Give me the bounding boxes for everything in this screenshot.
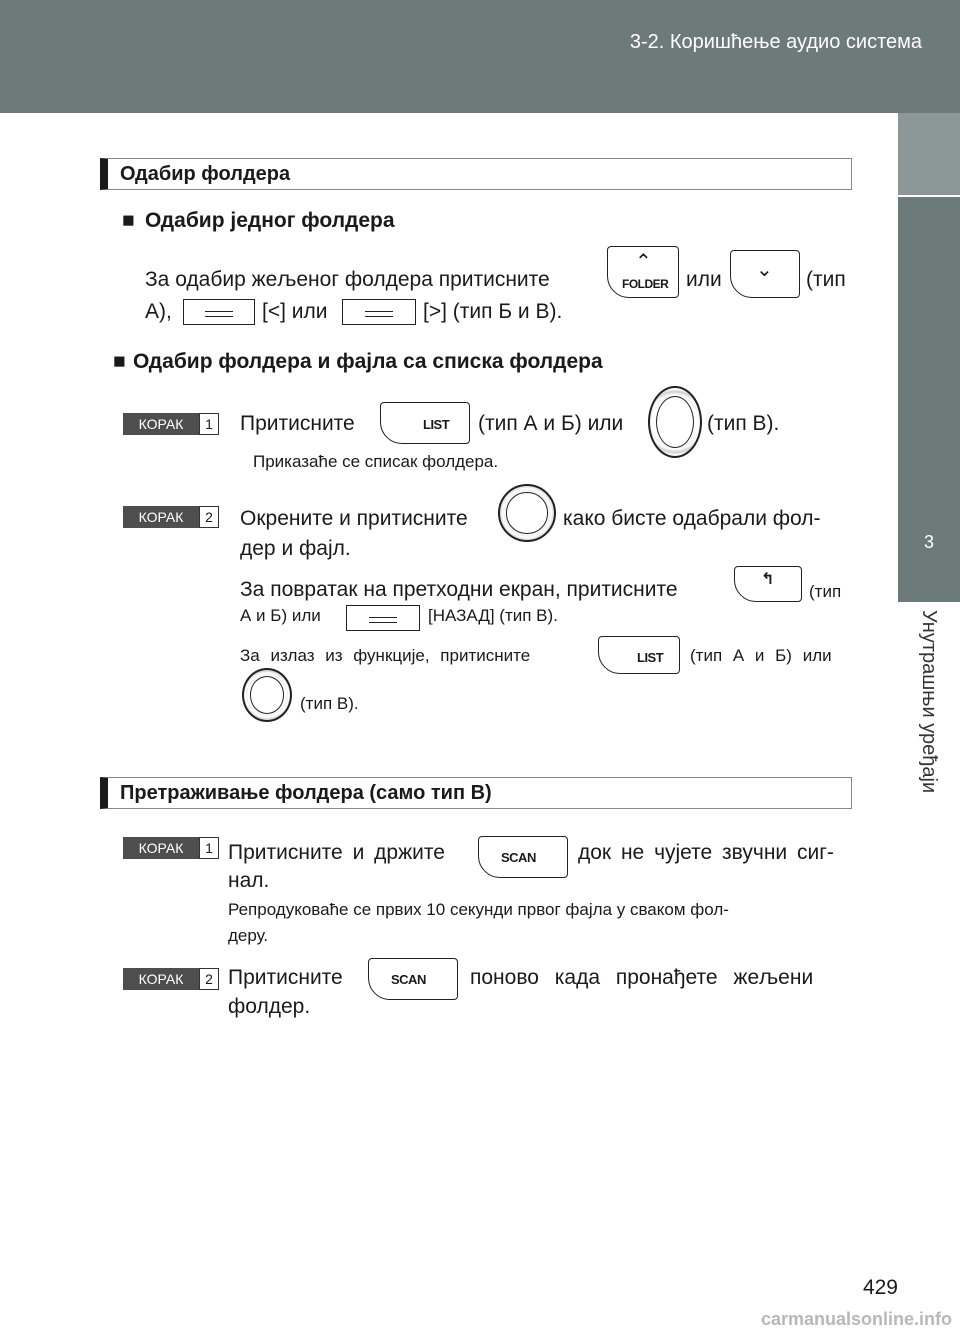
scan-button-label: SCAN — [501, 850, 536, 865]
scan-button-label: SCAN — [391, 972, 426, 987]
text-turn-press: Окрените и притисните — [240, 507, 468, 530]
text-press: Притисните — [240, 412, 355, 435]
section-title-folder-select: Одабир фолдера — [100, 158, 852, 190]
prev-button — [183, 299, 255, 325]
text-next-type: [>] (тип Б и В). — [423, 300, 563, 323]
note-folder-list: Приказаће се списак фолдера. — [253, 452, 499, 471]
folder-down-button — [730, 250, 800, 298]
text-back-type-v: [НАЗАД] (тип В). — [428, 606, 558, 625]
sub-heading-folder-list: Одабир фолдера и фајла са списка фолдера — [133, 350, 603, 373]
chevron-up-icon: ⌃ — [635, 251, 652, 273]
text-exit-instruction: За излаз из функције, притисните — [240, 646, 531, 665]
step-label: КОРАК — [123, 968, 199, 990]
text-to-select: како бисте одабрали фол- — [563, 507, 821, 530]
text-back-instruction: За повратак на претходни екран, притисните — [240, 578, 678, 601]
text-press-hold: Притисните и држите — [228, 841, 445, 864]
header-title: 3-2. Коришћење аудио система — [629, 31, 922, 53]
list-button-label: LIST — [423, 417, 450, 432]
text-type-a: А), — [145, 300, 172, 323]
back-button — [734, 566, 802, 602]
section-title-folder-search: Претраживање фолдера (само тип В) — [100, 777, 852, 809]
text-select-folder: За одабир жељеног фолдера притисните — [145, 268, 550, 291]
text-exit-type-v: (тип В). — [300, 694, 359, 713]
chapter-label: Унутрашњи уређаји — [918, 610, 940, 794]
list-button — [380, 402, 470, 444]
text-type-ab-or-2: А и Б) или — [240, 606, 321, 625]
text-signal: нал. — [228, 869, 270, 892]
text-folder: фолдер. — [228, 995, 311, 1018]
sub-heading-single-folder: Одабир једног фолдера — [145, 209, 395, 232]
bullet-square: ■ — [122, 209, 135, 232]
folder-up-button — [607, 246, 679, 298]
text-prev-or: [<] или — [262, 300, 328, 323]
chevron-down-icon: ⌄ — [756, 259, 773, 281]
list-button — [598, 636, 680, 674]
text-press: Притисните — [228, 966, 343, 989]
tune-knob-icon — [242, 668, 292, 722]
side-tab-top — [898, 113, 960, 195]
step-number: 1 — [199, 413, 219, 435]
text-or: или — [686, 268, 722, 291]
step-badge-2 — [123, 506, 219, 528]
step-badge-1 — [123, 837, 219, 859]
step-badge-1 — [123, 413, 219, 435]
scan-button — [368, 958, 458, 1000]
text-type-ab-or: (тип А и Б) или — [478, 412, 624, 435]
bullet-square: ■ — [113, 350, 126, 373]
step-label: КОРАК — [123, 506, 199, 528]
watermark: carmanualsonline.info — [760, 1309, 952, 1329]
folder-button-label: FOLDER — [622, 277, 669, 291]
step-label: КОРАК — [123, 837, 199, 859]
return-arrow-icon: ↰ — [761, 571, 775, 588]
text-again-when-found: поново када пронађете жељени — [470, 966, 814, 989]
note-playback-2: деру. — [228, 926, 269, 945]
tune-knob-icon — [498, 484, 556, 542]
tune-knob-icon — [648, 386, 702, 458]
scan-button — [478, 836, 568, 878]
page-header — [0, 0, 960, 113]
chapter-number: 3 — [923, 532, 934, 552]
note-playback: Репродуковаће се првих 10 секунди првог фајла у сваком фол- — [228, 900, 729, 919]
text-type-open: (тип — [806, 268, 846, 291]
chapter-tab — [898, 197, 960, 602]
step-number: 1 — [199, 837, 219, 859]
text-type-open-2: (тип — [809, 582, 842, 601]
next-button — [342, 299, 416, 325]
back-soft-button — [346, 605, 420, 631]
step-badge-2 — [123, 968, 219, 990]
step-label: КОРАК — [123, 413, 199, 435]
list-button-label: LIST — [637, 650, 664, 665]
text-folder-file: дер и фајл. — [240, 537, 351, 560]
text-type-v: (тип В). — [707, 412, 780, 435]
step-number: 2 — [199, 506, 219, 528]
page-number: 429 — [862, 1276, 898, 1299]
step-number: 2 — [199, 968, 219, 990]
text-exit-type: (тип А и Б) или — [690, 646, 832, 665]
text-until-beep: док не чујете звучни сиг- — [578, 841, 834, 864]
